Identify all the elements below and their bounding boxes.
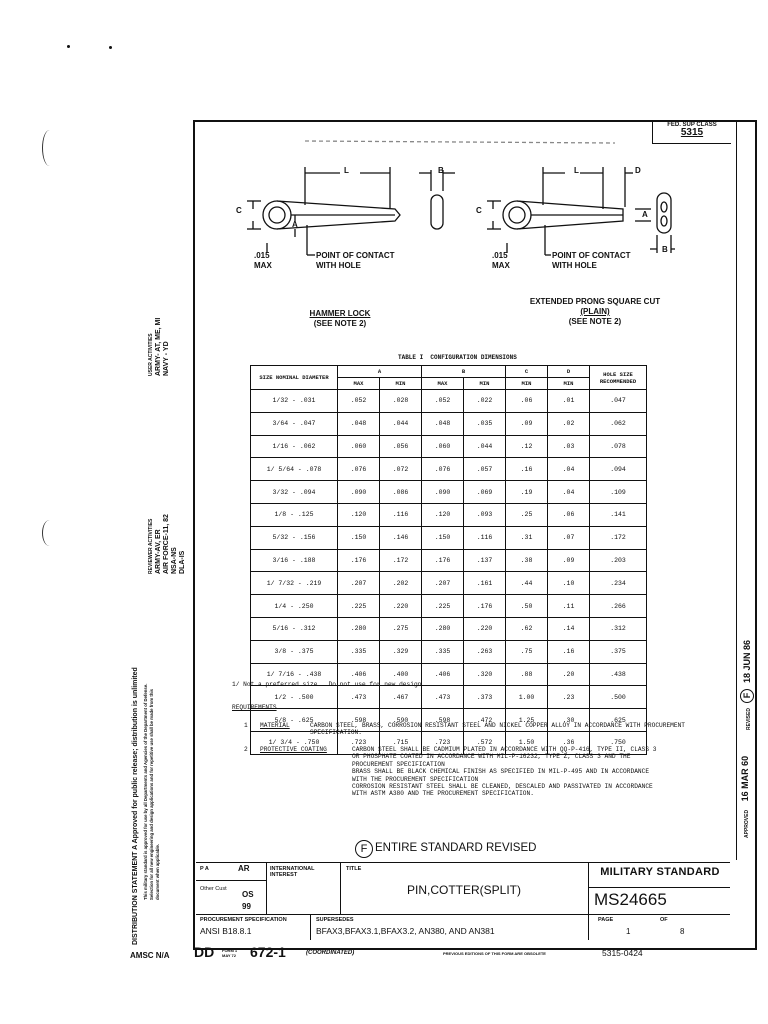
table-cell: 1.00	[506, 686, 548, 709]
n99-value: 99	[242, 902, 251, 911]
table-cell: .07	[548, 526, 590, 549]
table-cell: .438	[590, 663, 647, 686]
table-cell: .052	[422, 390, 464, 413]
tb-divider	[310, 914, 311, 940]
table-cell: .044	[464, 435, 506, 458]
table-caption: TABLE I CONFIGURATION DIMENSIONS	[398, 354, 517, 361]
subheader-max: MAX	[338, 378, 380, 390]
table-cell: .266	[590, 595, 647, 618]
table-cell: .072	[380, 458, 422, 481]
distribution-statement: DISTRIBUTION STATEMENT A Approved for public release; distribution is unlimited	[132, 667, 139, 945]
table-cell: .14	[548, 617, 590, 640]
table-cell: .220	[464, 617, 506, 640]
table-row	[251, 481, 647, 504]
table-cell: .028	[380, 390, 422, 413]
table-cell: .120	[422, 503, 464, 526]
size-cell: 1/ 5/64 - .078	[251, 458, 338, 481]
ms-number: MS24665	[594, 890, 667, 909]
table-cell: .62	[506, 617, 548, 640]
pa-label: P A	[200, 866, 209, 872]
max-015-label: .015	[254, 251, 270, 260]
scan-dot	[67, 45, 70, 48]
table-cell: .750	[590, 731, 647, 754]
table-cell: .022	[464, 390, 506, 413]
page-total: 8	[680, 927, 685, 936]
table-cell: .312	[590, 617, 647, 640]
table-cell: .056	[380, 435, 422, 458]
scan-mark	[42, 130, 57, 166]
previous-editions: PREVIOUS EDITIONS OF THIS FORM ARE OBSOLETE	[443, 951, 546, 956]
table-cell: .137	[464, 549, 506, 572]
table-cell: .047	[590, 390, 647, 413]
table-cell: .280	[338, 617, 380, 640]
table-row	[251, 640, 647, 663]
form-number: 672-1	[250, 944, 286, 960]
table-cell: .467	[380, 686, 422, 709]
table-cell: .076	[338, 458, 380, 481]
table-cell: .207	[422, 572, 464, 595]
user-activities: USER ACTIVITIES ARMY- AT, ME, MI NAVY - YD	[148, 317, 170, 376]
reviewer-activities: REVIEWER ACTIVITIES ARMY-AV, ER AIR FORCE-11, 82 NSA-NS DLA-IS	[148, 514, 186, 574]
table-cell: .723	[338, 731, 380, 754]
table-cell: .069	[464, 481, 506, 504]
dim-label-L: L	[344, 166, 349, 175]
revision-strip	[736, 120, 758, 860]
footnote: 1/ Not a preferred size. Do not use for new design.	[232, 681, 426, 688]
req-1-num: 1	[244, 722, 248, 729]
subheader-max: MAX	[422, 378, 464, 390]
supersedes-label: SUPERSEDES	[316, 917, 354, 923]
table-cell: .473	[338, 686, 380, 709]
table-cell: .320	[464, 663, 506, 686]
dim-label-B2: B	[662, 245, 668, 254]
dim-label-B: B	[438, 166, 444, 175]
table-cell: .50	[506, 595, 548, 618]
contact-label-4: WITH HOLE	[552, 261, 597, 270]
table-cell: .176	[422, 549, 464, 572]
subheader-min: MIN	[380, 378, 422, 390]
table-row	[251, 526, 647, 549]
max-label: MAX	[254, 261, 272, 270]
table-cell: .094	[590, 458, 647, 481]
table-cell: .16	[548, 640, 590, 663]
of-label: OF	[660, 917, 668, 923]
table-row	[251, 503, 647, 526]
table-cell: .150	[422, 526, 464, 549]
tb-divider	[588, 862, 589, 940]
size-cell: 1/ 7/32 - .219	[251, 572, 338, 595]
other-cust-label: Other Cust	[200, 886, 227, 892]
table-cell: .280	[422, 617, 464, 640]
dd-label: DD	[194, 944, 215, 960]
header-hole: HOLE SIZE RECOMMENDED	[590, 366, 647, 390]
header-c: C	[506, 366, 548, 378]
table-cell: .38	[506, 549, 548, 572]
table-cell: .01	[548, 390, 590, 413]
table-cell: .44	[506, 572, 548, 595]
table-cell: .203	[590, 549, 647, 572]
table-cell: .373	[464, 686, 506, 709]
table-cell: .202	[380, 572, 422, 595]
fed-sup-class-value: 5315	[680, 127, 704, 138]
header-a: A	[338, 366, 422, 378]
form-small: FORM 1 MAY 72	[222, 948, 238, 958]
size-cell: 5/16 - .312	[251, 617, 338, 640]
revision-letter: F	[360, 843, 368, 855]
subheader-min: MIN	[506, 378, 548, 390]
table-cell: .093	[464, 503, 506, 526]
table-cell: .06	[506, 390, 548, 413]
dim-label-L2: L	[574, 166, 579, 175]
table-row	[251, 435, 647, 458]
table-cell: .090	[338, 481, 380, 504]
table-row	[251, 617, 647, 640]
fed-sup-class-label: FED. SUP CLASS	[667, 122, 717, 128]
approved-date: APPROVED 16 MAR 60	[740, 755, 750, 838]
size-cell: 3/32 - .094	[251, 481, 338, 504]
table-cell: .75	[506, 640, 548, 663]
table-cell: .12	[506, 435, 548, 458]
table-cell: .329	[380, 640, 422, 663]
table-cell: .88	[506, 663, 548, 686]
amsc-label: AMSC N/A	[130, 951, 170, 960]
table-cell: .19	[506, 481, 548, 504]
pa-value: AR	[238, 864, 250, 873]
table-cell: .10	[548, 572, 590, 595]
table-cell: .172	[590, 526, 647, 549]
table-cell: 1.25	[506, 709, 548, 732]
page-label: PAGE	[598, 917, 614, 923]
table-cell: .23	[548, 686, 590, 709]
size-cell: 3/16 - .188	[251, 549, 338, 572]
size-cell: 1/ 3/4 - .750	[251, 731, 338, 754]
table-cell: .225	[422, 595, 464, 618]
size-cell: 3/8 - .375	[251, 640, 338, 663]
table-cell: .09	[506, 412, 548, 435]
table-cell: .31	[506, 526, 548, 549]
header-size: SIZE NOMINAL DIAMETER	[251, 366, 338, 390]
table-cell: .150	[338, 526, 380, 549]
req-2-text: CARBON STEEL SHALL BE CADMIUM PLATED IN ACCORDANCE WITH QQ-P-416, TYPE II, CLASS 3 OR PHOSPHATE COATED IN ACCORDANCE WITH MIL-P-16232, TYPE Z, CLASS 3 AND THE PROCUREMENT SPECIFICATION BRASS SHALL BE BLACK CHEMICAL FINISH AS SPECIFIED IN MIL-P-495 AND IN ACCORDANCE WITH THE PROCUREMENT SPECIFICATION CORROSION RESISTANT STEEL SHALL BE CLEANED, DESCALED AND PASSIVATED IN ACCORDANCE WITH ASTM A380 AND THE PROCUREMENT SPECIFICATION.	[352, 746, 657, 798]
req-1-label: MATERIAL	[260, 722, 290, 729]
extended-prong-caption: EXTENDED PRONG SQUARE CUT (PLAIN) (SEE NOTE 2)	[529, 297, 661, 326]
max-015-label-2: .015	[492, 251, 508, 260]
table-cell: .225	[338, 595, 380, 618]
dim-label-D: D	[635, 166, 641, 175]
table-cell: .263	[464, 640, 506, 663]
table-cell: .116	[380, 503, 422, 526]
revision-symbol	[355, 840, 373, 858]
subheader-min: MIN	[464, 378, 506, 390]
hammer-lock-caption: HAMMER LOCK (SEE NOTE 2)	[309, 309, 371, 328]
table-cell: .36	[548, 731, 590, 754]
dim-label-A2: A	[642, 210, 648, 219]
req-2-num: 2	[244, 746, 248, 753]
header-b: B	[422, 366, 506, 378]
table-cell: .048	[422, 412, 464, 435]
tb-divider	[196, 914, 730, 915]
table-cell: .207	[338, 572, 380, 595]
coordinated: (COORDINATED)	[306, 950, 355, 956]
table-cell: .060	[338, 435, 380, 458]
footer-code: 5315-0424	[602, 948, 643, 958]
size-cell: 1/32 - .031	[251, 390, 338, 413]
military-standard: MILITARY STANDARD	[600, 866, 720, 878]
table-cell: .400	[380, 663, 422, 686]
table-row	[251, 412, 647, 435]
table-cell: .048	[338, 412, 380, 435]
table-row	[251, 390, 647, 413]
intl-interest-label: INTERNATIONAL INTEREST	[270, 866, 315, 878]
max-label-2: MAX	[492, 261, 510, 270]
dim-label-C: C	[236, 206, 242, 215]
configuration-table	[250, 365, 647, 755]
tb-divider	[588, 887, 730, 888]
header-d: D	[548, 366, 590, 378]
table-cell: .09	[548, 549, 590, 572]
revision-text: ENTIRE STANDARD REVISED	[375, 842, 537, 854]
table-cell: .406	[422, 663, 464, 686]
contact-label-2: WITH HOLE	[316, 261, 361, 270]
table-cell: .598	[422, 709, 464, 732]
table-cell: .141	[590, 503, 647, 526]
table-cell: .335	[422, 640, 464, 663]
table-cell: .723	[422, 731, 464, 754]
document-title: PIN,COTTER(SPLIT)	[406, 883, 521, 897]
table-cell: .062	[590, 412, 647, 435]
proc-spec-label: PROCUREMENT SPECIFICATION	[200, 917, 287, 923]
page-number: 1	[626, 927, 631, 936]
table-cell: .06	[548, 503, 590, 526]
table-cell: .076	[422, 458, 464, 481]
table-cell: .500	[590, 686, 647, 709]
table-cell: .275	[380, 617, 422, 640]
table-cell: .02	[548, 412, 590, 435]
table-row	[251, 686, 647, 709]
approval-statement: This military standard is approved for use by all Departments and Agencies of the Department of Defense. Selection for all new engineering and design applications and for repetitive use shall be made from this document when applicable.	[143, 683, 160, 900]
table-cell: .25	[506, 503, 548, 526]
table-cell: .220	[380, 595, 422, 618]
table-cell: .109	[590, 481, 647, 504]
table-cell: .052	[338, 390, 380, 413]
dim-label-C2: C	[476, 206, 482, 215]
supersedes-value: BFAX3,BFAX3.1,BFAX3.2, AN380, AND AN381	[316, 926, 495, 936]
table-cell: .161	[464, 572, 506, 595]
table-cell: .715	[380, 731, 422, 754]
table-cell: .04	[548, 458, 590, 481]
table-cell: .335	[338, 640, 380, 663]
dim-label-A: A	[292, 220, 298, 229]
contact-label: POINT OF CONTACT	[316, 251, 395, 260]
table-cell: .598	[338, 709, 380, 732]
table-cell: .590	[380, 709, 422, 732]
table-cell: .060	[422, 435, 464, 458]
size-cell: 1/2 - .500	[251, 686, 338, 709]
table-cell: .625	[590, 709, 647, 732]
table-cell: .044	[380, 412, 422, 435]
table-cell: .176	[464, 595, 506, 618]
tb-divider	[196, 880, 266, 881]
contact-label-3: POINT OF CONTACT	[552, 251, 631, 260]
table-cell: .035	[464, 412, 506, 435]
table-row	[251, 458, 647, 481]
table-cell: .375	[590, 640, 647, 663]
size-cell: 1/16 - .062	[251, 435, 338, 458]
table-cell: .116	[464, 526, 506, 549]
table-cell: .078	[590, 435, 647, 458]
proc-spec-value: ANSI B18.8.1	[200, 926, 252, 936]
table-cell: .473	[422, 686, 464, 709]
table-row	[251, 572, 647, 595]
size-cell: 5/32 - .156	[251, 526, 338, 549]
table-cell: .03	[548, 435, 590, 458]
table-row	[251, 595, 647, 618]
table-cell: .057	[464, 458, 506, 481]
table-cell: .11	[548, 595, 590, 618]
table-cell: .472	[464, 709, 506, 732]
title-label: TITLE	[346, 866, 362, 872]
table-cell: .406	[338, 663, 380, 686]
table-cell: .172	[380, 549, 422, 572]
table-cell: .572	[464, 731, 506, 754]
req-1-text: CARBON STEEL, BRASS, CORROSION RESISTANT STEEL AND NICKEL COPPER ALLOY IN ACCORDANCE WITH PROCUREMENT SPECIFICATION.	[310, 722, 686, 737]
revised-date: REVISED F 18 JUN 86	[742, 639, 752, 730]
table-cell: .146	[380, 526, 422, 549]
table-cell: 1.50	[506, 731, 548, 754]
table-cell: .20	[548, 663, 590, 686]
size-cell: 1/4 - .250	[251, 595, 338, 618]
size-cell: 1/ 7/16 - .438	[251, 663, 338, 686]
table-cell: .16	[506, 458, 548, 481]
scan-dot	[109, 46, 112, 49]
table-body	[251, 390, 647, 755]
size-cell: 5/8 - .625	[251, 709, 338, 732]
table-cell: .090	[422, 481, 464, 504]
scan-mark	[42, 520, 57, 546]
req-2-label: PROTECTIVE COATING	[260, 746, 327, 753]
table-cell: .04	[548, 481, 590, 504]
tb-divider	[266, 862, 267, 914]
os-value: OS	[242, 890, 254, 899]
size-cell: 1/8 - .125	[251, 503, 338, 526]
size-cell: 3/64 - .047	[251, 412, 338, 435]
table-cell: .086	[380, 481, 422, 504]
table-cell: .176	[338, 549, 380, 572]
table-cell: .234	[590, 572, 647, 595]
table-cell: .120	[338, 503, 380, 526]
requirements-heading: REQUIREMENTS	[232, 704, 277, 711]
subheader-min: MIN	[548, 378, 590, 390]
table-cell: .30	[548, 709, 590, 732]
table-row	[251, 549, 647, 572]
